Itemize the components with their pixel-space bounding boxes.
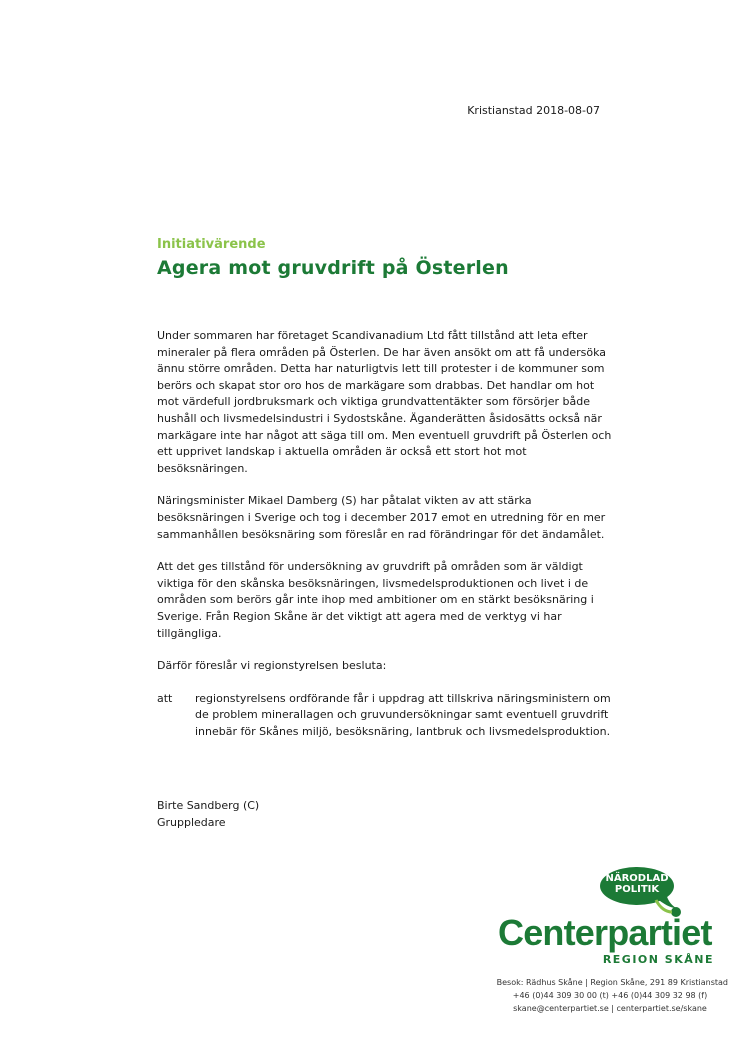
contact-footer — [428, 976, 728, 1015]
document-date: Kristianstad 2018-08-07 — [467, 104, 600, 117]
footer-web: skane@centerpartiet.se | centerpartiet.se/skane — [513, 1004, 707, 1013]
signature-name: Birte Sandberg (C) — [157, 799, 260, 812]
badge-line1: NÄRODLAD — [605, 873, 669, 884]
footer-address: Besok: Rädhus Skåne | Region Skåne, 291 89 Kristianstad — [496, 978, 728, 987]
body-paragraph: Under sommaren har företaget Scandivanadium Ltd fått tillstånd att leta efter mineraler på flera områden på Österlen. De har även ansökt om att få undersöka ännu större områden. Detta har naturligtvis lett till protester i de kommuner som berörs och skapat stor oro hos de markägare som drabbas. Det handlar om hot mot värdefull jordbruksmark och viktiga grundvattentäkter som försörjer både hushåll och livsmedelsindustri i Sydostskåne. Äganderätten åsidosätts också när markägare inte har något att säga till om. Men eventuell gruvdrift på Österlen och ett upprivet landskap i aktuella områden är också ett stort hot mot besöksnäringen. — [157, 329, 612, 475]
brand-region: REGION SKÅNE — [602, 953, 714, 966]
document-kicker: Initiativärende — [157, 237, 266, 252]
signature-role: Gruppledare — [157, 815, 226, 829]
body-paragraph: Näringsminister Mikael Damberg (S) har påtalat vikten av att stärka besöksnäringen i Sverige och tog i december 2017 emot en utredning för en mer sammanhållen besöksnäring som föreslår en rad förändringar för det ändamålet. — [157, 494, 606, 541]
brand-wordmark: Centerpartiet — [498, 912, 712, 953]
centerpartiet-logo — [496, 864, 718, 972]
footer-phone: +46 (0)44 309 30 00 (t) +46 (0)44 309 32 98 (f) — [512, 991, 708, 1000]
body-paragraph: Att det ges tillstånd för undersökning av gruvdrift på områden som är väldigt viktiga för den skånska besöksnäringen, livsmedelsproduktionen och livet i de områden som berörs går inte ihop med ambitioner om en stärkt besöksnäring i Sverige. Från Region Skåne är det viktigt att agera med de verktyg vi har tillgängliga. — [157, 560, 594, 640]
document-body — [157, 328, 617, 740]
document-title: Agera mot gruvdrift på Österlen — [157, 257, 509, 279]
body-paragraph: Därför föreslår vi regionstyrelsen besluta: — [157, 659, 387, 673]
proposal-label: att — [157, 691, 173, 705]
badge-line2: POLITIK — [614, 884, 660, 895]
proposal-text: regionstyrelsens ordförande får i uppdrag att tillskriva näringsministern om de problem minerallagen och gruvundersökningar samt eventuell gruvdrift innebär för Skånes miljö, besöksnäring, lantbruk och livsmedelsproduktion. — [195, 691, 611, 738]
proposal-item — [157, 691, 617, 741]
badge-text — [598, 873, 676, 895]
signature-block — [157, 798, 259, 831]
